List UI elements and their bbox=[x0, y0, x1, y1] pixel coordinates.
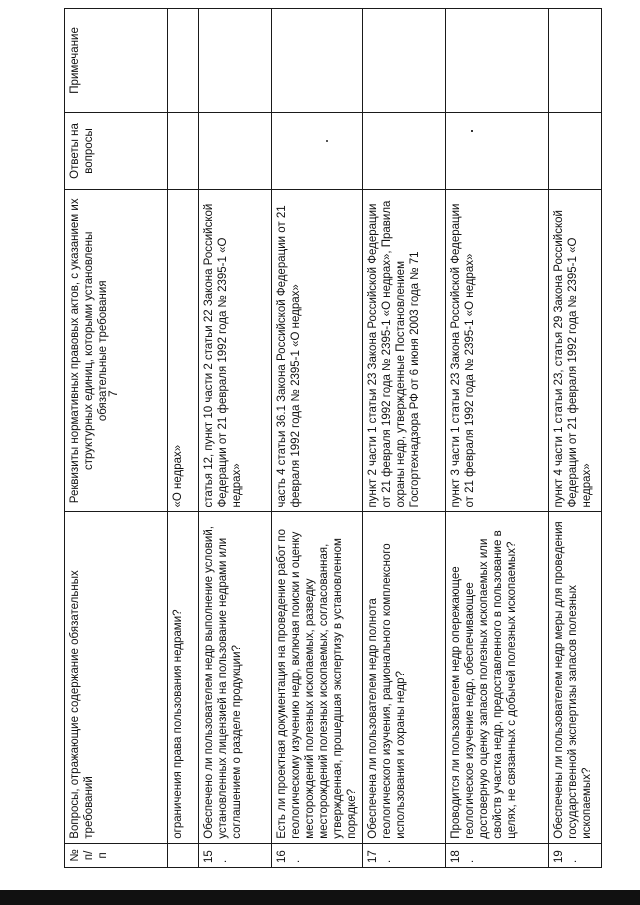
requirements-table bbox=[64, 8, 602, 868]
header-question: Вопросы, отражающие содержание обязательных требований bbox=[65, 512, 168, 843]
row-answer bbox=[549, 112, 602, 189]
row-requisites: пункт 3 части 1 статьи 23 Закона Российской Федерации от 21 февраля 1992 года № 2395-1 «О недрах» bbox=[446, 190, 549, 512]
scan-speck bbox=[326, 140, 328, 142]
row-question: Обеспечено ли пользователем недр выполнение условий, установленных лицензией на пользование недрами или соглашением о разделе продукции? bbox=[199, 512, 272, 843]
row-answer bbox=[272, 112, 363, 189]
row-question: Обеспечена ли пользователем недр полнота геологического изучения, рационального комплексного использования и охраны недр? bbox=[363, 512, 446, 843]
page-number: 7 bbox=[106, 390, 120, 397]
row-answer bbox=[446, 112, 549, 189]
row-answer bbox=[168, 112, 199, 189]
header-requisites: Реквизиты нормативных правовых актов, с указанием их структурных единиц, которыми установлены обязательные требования bbox=[65, 190, 168, 512]
row-requisites: часть 4 статьи 36.1 Закона Российской Федерации от 21 февраля 1992 года № 2395-1 «О недрах» bbox=[272, 190, 363, 512]
row-requisites: пункт 4 части 1 статьи 23, статья 29 Закона Российской Федерации от 21 февраля 1992 года № 2395-1 «О недрах» bbox=[549, 190, 602, 512]
row-question: Есть ли проектная документация на проведение работ по геологическому изучению недр, включая поиски и оценку месторождений полезных ископаемых, разведку месторождений полезных ископаемых, согласованная, утвержденная, прошедшая экспертизу в установленном порядке? bbox=[272, 512, 363, 843]
row-note bbox=[199, 9, 272, 113]
row-num: 18. bbox=[446, 843, 549, 867]
scan-speck bbox=[471, 130, 473, 132]
row-note bbox=[446, 9, 549, 113]
row-note bbox=[272, 9, 363, 113]
scan-bottom-edge bbox=[0, 890, 640, 905]
row-question: Обеспечены ли пользователем недр меры для проведения государственной экспертизы запасов полезных ископаемых? bbox=[549, 512, 602, 843]
row-requisites: «О недрах» bbox=[168, 190, 199, 512]
table-row bbox=[363, 9, 446, 868]
table-header-row bbox=[65, 9, 168, 868]
row-note bbox=[168, 9, 199, 113]
table-row bbox=[199, 9, 272, 868]
row-requisites: статья 12, пункт 10 части 2 статьи 22 Закона Российской Федерации от 21 февраля 1992 года № 2395-1 «О недрах» bbox=[199, 190, 272, 512]
row-note bbox=[363, 9, 446, 113]
row-num: 15. bbox=[199, 843, 272, 867]
header-answers: Ответы на вопросы bbox=[65, 112, 168, 189]
row-num: 17. bbox=[363, 843, 446, 867]
header-num: № п/п bbox=[65, 843, 168, 867]
table-row bbox=[168, 9, 199, 868]
row-requisites: пункт 2 части 1 статьи 23 Закона Российской Федерации от 21 февраля 1992 года № 2395-1 «О недрах», Правила охраны недр, утвержденные Постановлением Госгортехнадзора РФ от 6 июня 2003 года № 71 bbox=[363, 190, 446, 512]
table-row bbox=[446, 9, 549, 868]
table-row bbox=[549, 9, 602, 868]
header-note: Примечание bbox=[65, 9, 168, 113]
row-note bbox=[549, 9, 602, 113]
row-question: Проводится ли пользователем недр опережающее геологическое изучение недр, обеспечивающее достоверную оценку запасов полезных ископаемых или свойств участка недр, предоставленного в пользование в целях, не связанных с добычей полезных ископаемых? bbox=[446, 512, 549, 843]
row-num bbox=[168, 843, 199, 867]
row-question: ограничения права пользования недрами? bbox=[168, 512, 199, 843]
row-answer bbox=[363, 112, 446, 189]
row-num: 19. bbox=[549, 843, 602, 867]
row-answer bbox=[199, 112, 272, 189]
table-row bbox=[272, 9, 363, 868]
row-num: 16. bbox=[272, 843, 363, 867]
rotated-page-content bbox=[64, 8, 594, 868]
